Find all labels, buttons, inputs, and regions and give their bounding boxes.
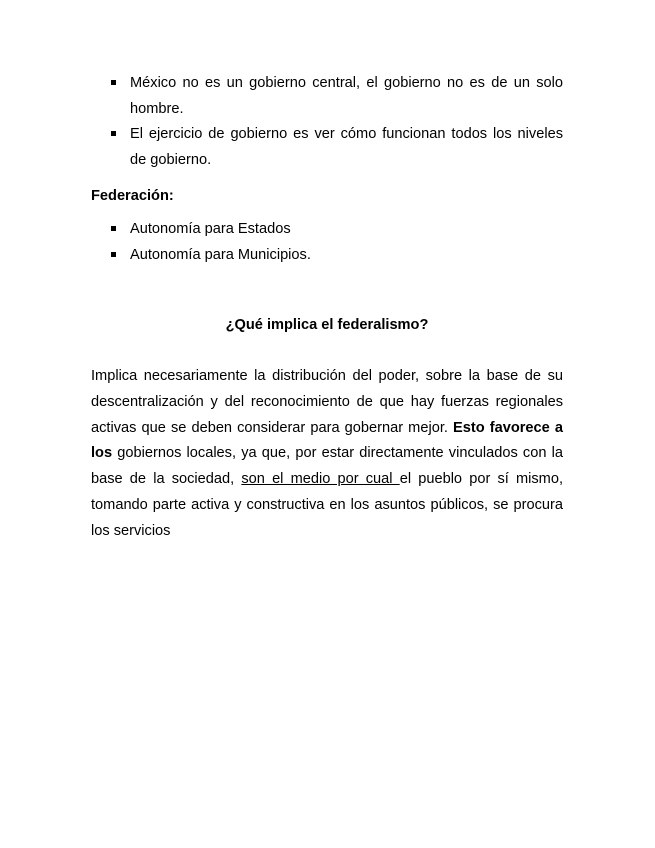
paragraph-bold-text: Esto favorece a los [91, 419, 563, 462]
intro-bullet-list [111, 71, 563, 174]
square-bullet-icon [111, 252, 116, 257]
list-item [111, 243, 563, 269]
question-heading: ¿Qué implica el federalismo? [225, 317, 429, 333]
list-item-text: Autonomía para Estados [130, 221, 291, 237]
body-paragraph [91, 364, 563, 545]
square-bullet-icon [111, 80, 116, 85]
square-bullet-icon [111, 131, 116, 136]
paragraph-underlined-text: son el medio por cual [241, 471, 400, 488]
square-bullet-icon [111, 226, 116, 231]
list-item [111, 122, 563, 173]
list-item [111, 71, 563, 122]
paragraph-text: Implica necesariamente la distribución del poder, sobre la base de su descentralización y del reconocimiento de que hay fuerzas regionales activas que se deben considerar para gobernar mejor. [91, 368, 563, 436]
paragraph-text: el pueblo por sí mismo, tomando parte activa y constructiva en los asuntos públicos, se procura los servicios [91, 471, 564, 539]
federacion-bullet-list [111, 217, 563, 268]
list-item [111, 217, 563, 243]
list-item-text: El ejercicio de gobierno es ver cómo funcionan todos los niveles de gobierno. [130, 126, 563, 169]
paragraph-text: gobiernos locales, ya que, por estar directamente vinculados con la base de la sociedad, [91, 445, 563, 488]
federacion-heading: Federación: [91, 188, 174, 204]
list-item-text: México no es un gobierno central, el gobierno no es de un solo hombre. [130, 75, 563, 117]
list-item-text: Autonomía para Municipios. [130, 246, 311, 263]
